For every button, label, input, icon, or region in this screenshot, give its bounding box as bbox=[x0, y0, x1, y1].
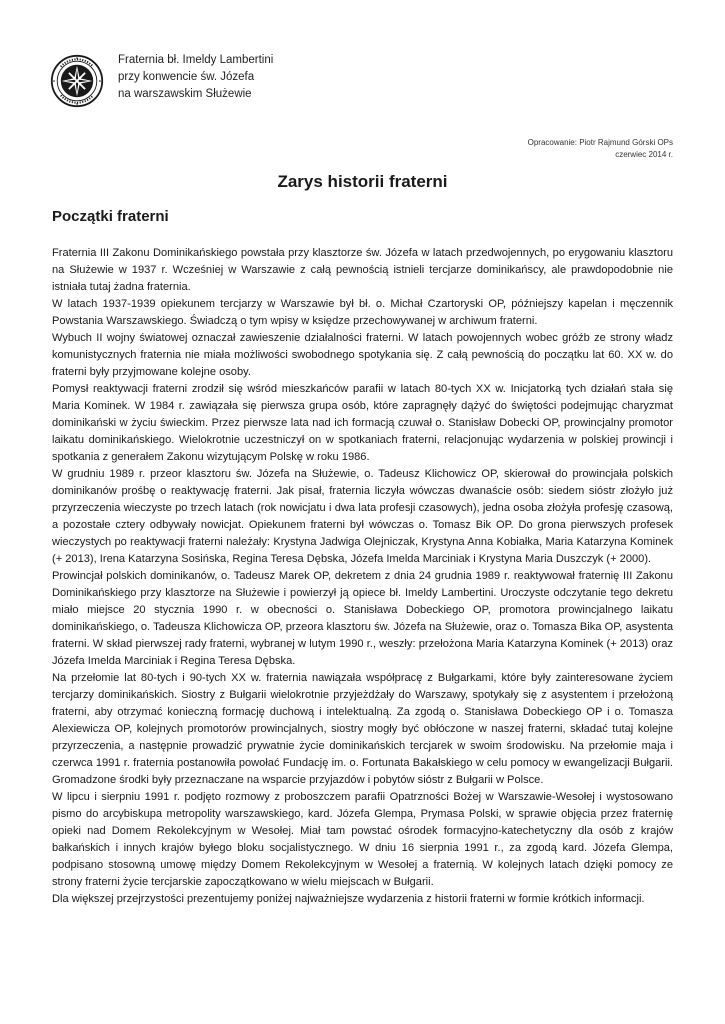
letterhead bbox=[50, 52, 273, 112]
org-line-3: na warszawskim Służewie bbox=[118, 88, 252, 100]
dominican-seal-icon bbox=[50, 54, 104, 108]
date-credit: czerwiec 2014 r. bbox=[615, 150, 673, 159]
paragraph: W lipcu i sierpniu 1991 r. podjęto rozmowy z proboszczem parafii Opatrzności Bożej w Warszawie-Wesołej i wystosowano pismo do arcybiskupa metropolity warszawskiego, kard. Józefa Glempa, Prymasa Polski, w sprawie objęcia przez fraternię opieki nad Domem Rekolekcyjnym w Wesołej. Miał tam powstać ośrodek formacyjno-katechetyczny dla osób z krajów bałkańskich i innych krajów byłego bloku socjalistycznego. W dniu 16 sierpnia 1991 r., za zgodą kard. Józefa Glempa, podpisano stosowną umowę między Domem Rekolekcyjnym w Wesołej a fraternią. W kolejnych latach dzięki pomocy ze strony fraterni życie tercjarskie zapoczątkowano w wielu miejscach w Bułgarii. bbox=[52, 791, 673, 888]
paragraph: Na przełomie lat 80-tych i 90-tych XX w. fraternia nawiązała współpracę z Bułgarkami, które były zainteresowane życiem tercjarzy dominikańskich. Siostry z Bułgarii wielokrotnie przyjeżdżały do Warszawy, spotykały się z asystentem i przełożoną fraterni, aby otrzymać konieczną formację duchową i intelektualną. Za zgodą o. Stanisława Dobeckiego OP i o. Tomasza Alexiewicza OP, kolejnych promotorów prowincjalnych, siostry mogły być obłóczone w naszej fraterni, składać tutaj kolejne przyrzeczenia, a następnie prowadzić prywatnie życie dominikańskich tercjarek w swoim środowisku. Na przełomie maja i czerwca 1991 r. fraternia postanowiła powołać Fundację im. o. Fortunata Bakałskiego w celu pomocy w ewangelizacji Bułgarii. Gromadzone środki były przeznaczane na wsparcie przyjazdów i pobytów sióstr z Bułgarii w Polsce. bbox=[52, 672, 673, 786]
paragraph: W grudniu 1989 r. przeor klasztoru św. Józefa na Służewie, o. Tadeusz Klichowicz OP, skierował do prowincjała polskich dominikanów prośbę o reaktywację fraterni. Jak pisał, fraternia liczyła wówczas dwanaście osób: siedem sióstr złożyło już przyrzeczenia wieczyste po trzech latach (rok nowicjatu i dwa lata profesji czasowych), jedna osoba złożyła profesję czasową, a pozostałe cztery odbywały nowicjat. Opiekunem fraterni był wówczas o. Tomasz Bik OP. Do grona pierwszych profesek wieczystych po reaktywacji fraterni należały: Krystyna Jadwiga Olejniczak, Krystyna Anna Kobiałka, Maria Katarzyna Kominek (+ 2013), Irena Katarzyna Sosińska, Regina Teresa Dębska, Józefa Imelda Marciniak i Krystyna Maria Duszczyk (+ 2000). bbox=[52, 468, 673, 565]
org-line-1: Fraternia bł. Imeldy Lambertini bbox=[118, 54, 274, 66]
paragraph: W latach 1937-1939 opiekunem tercjarzy w Warszawie był bł. o. Michał Czartoryski OP, późniejszy kapelan i męczennik Powstania Warszawskiego. Świadczą o tym wpisy w księdze przechowywanej w archiwum fraterni. bbox=[52, 298, 673, 327]
paragraph: Wybuch II wojny światowej oznaczał zawieszenie działalności fraterni. W latach powojennych wobec gróźb ze strony władz komunistycznych fraternia nie miała możliwości swobodnego spotykania się. Z całą pewnością do początku lat 60. XX w. do fraterni były przyjmowane kolejne osoby. bbox=[52, 332, 673, 378]
paragraph: Dla większej przejrzystości prezentujemy poniżej najważniejsze wydarzenia z historii fraterni w formie krótkich informacji. bbox=[52, 893, 645, 905]
paragraph: Prowincjał polskich dominikanów, o. Tadeusz Marek OP, dekretem z dnia 24 grudnia 1989 r. reaktywował fraternię III Zakonu Dominikańskiego przy klasztorze na Służewie i powierzył ją opiece bł. Imeldy Lambertini. Uroczyste odczytanie tego dekretu miało miejsce 20 stycznia 1990 r. w obecności o. Stanisława Dobeckiego OP, promotora prowincjalnego laikatu dominikańskiego, o. Tadeusza Klichowicza OP, przeora klasztoru św. Józefa na Służewie, oraz o. Tomasza Bika OP, asystenta fraterni. W skład pierwszej rady fraterni, wybranej w lutym 1990 r., weszły: przełożona Maria Katarzyna Kominek (+ 2013) oraz Józefa Imelda Marciniak i Regina Teresa Dębska. bbox=[52, 570, 673, 667]
paragraph: Pomysł reaktywacji fraterni zrodził się wśród mieszkańców parafii w latach 80-tych XX w. Inicjatorką tych działań stała się Maria Kominek. W 1984 r. zawiązała się pierwsza grupa osób, które zapragnęły dążyć do świętości podejmując charyzmat dominikański w życiu świeckim. Przez pierwsze lata nad ich formacją czuwał o. Stanisław Dobecki OP, prowincjalny promotor laikatu dominikańskiego. Wielokrotnie uczestniczył on w spotkaniach fraterni, relacjonując wydarzenia w polskiej prowincji i spotkania z generałem Zakonu wizytującym Polskę w roku 1986. bbox=[52, 383, 673, 463]
paragraph: Fraternia III Zakonu Dominikańskiego powstała przy klasztorze św. Józefa w latach przedwojennych, po erygowaniu klasztoru na Służewie w 1937 r. Wcześniej w Warszawie z całą pewnością istnieli tercjarze dominikańscy, ale prawdopodobnie nie istniała tutaj żadna fraternia. bbox=[52, 247, 673, 293]
author-credit: Opracowanie: Piotr Rajmund Górski OPs bbox=[527, 138, 673, 147]
organization-name bbox=[118, 52, 273, 103]
section-body bbox=[52, 245, 673, 908]
org-line-2: przy konwencie św. Józefa bbox=[118, 71, 255, 83]
document-title: Zarys historii fraterni bbox=[277, 172, 448, 191]
section-heading: Początki fraterni bbox=[52, 208, 169, 225]
credits bbox=[528, 137, 673, 161]
